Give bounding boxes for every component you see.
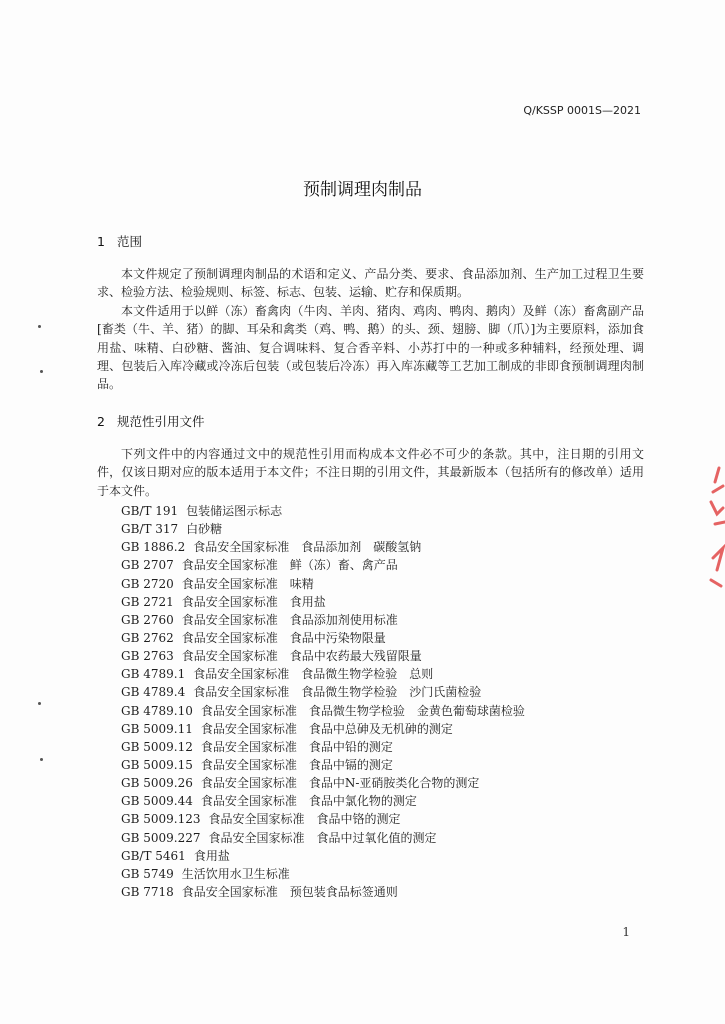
reference-title: 食品安全国家标准 食品中总砷及无机砷的测定	[200, 721, 453, 736]
section-1-paragraph-1: 本文件规定了预制调理肉制品的术语和定义、产品分类、要求、食品添加剂、生产加工过程卫生要求、检验方法、检验规则、标签、标志、包装、运输、贮存和保质期。	[97, 267, 644, 300]
reference-code: GB 2760	[121, 612, 174, 627]
reference-item	[121, 502, 525, 520]
reference-item	[121, 702, 525, 720]
reference-code: GB 5009.15	[121, 757, 193, 772]
reference-item	[121, 520, 525, 538]
reference-title: 食品安全国家标准 食品中铅的测定	[200, 739, 393, 754]
section-1-heading	[97, 232, 142, 250]
reference-code: GB 5749	[121, 866, 174, 881]
reference-item	[121, 756, 525, 774]
reference-title: 食品安全国家标准 味精	[181, 576, 314, 591]
section-1-title: 范围	[117, 234, 143, 249]
reference-title: 食品安全国家标准 食品中铬的测定	[208, 812, 401, 827]
reference-title: 食品安全国家标准 食品中农药最大残留限量	[181, 649, 422, 664]
section-1-paragraph-2: 本文件适用于以鲜（冻）畜禽肉（牛肉、羊肉、猪肉、鸡肉、鸭肉、鹅肉）及鲜（冻）畜禽副产品[畜类（牛、羊、猪）的脚、耳朵和禽类（鸡、鸭、鹅）的头、颈、翅膀、脚（爪）]为主要原料，添加食用盐、味精、白砂糖、酱油、复合调味料、复合香辛料、小苏打中的一种或多种辅料，经预处理、调理、包装后入库冷藏或冷冻后包装（或包装后冷冻）再入库冻藏等工艺加工制成的非即食预制调理肉制品。	[97, 304, 644, 392]
page-number: 1	[622, 925, 630, 939]
scan-speck	[40, 370, 43, 373]
reference-item	[121, 575, 525, 593]
reference-code: GB 5009.26	[121, 776, 193, 791]
reference-code: GB 2707	[121, 558, 174, 573]
reference-item	[121, 829, 525, 847]
reference-code: GB 5009.12	[121, 739, 193, 754]
reference-title: 食品安全国家标准 食品微生物学检验 金黄色葡萄球菌检验	[200, 703, 525, 718]
reference-title: 食品安全国家标准 食品添加剂 碳酸氢钠	[193, 540, 422, 555]
reference-item	[121, 810, 525, 828]
reference-title: 食用盐	[193, 848, 230, 863]
reference-title: 生活饮用水卫生标准	[181, 866, 290, 881]
reference-title: 包装储运图示标志	[186, 504, 283, 518]
reference-title: 食品安全国家标准 食品中N-亚硝胺类化合物的测定	[200, 776, 480, 791]
document-title: 预制调理肉制品	[303, 180, 422, 200]
reference-code: GB 2721	[121, 594, 174, 609]
section-2-intro: 下列文件中的内容通过文中的规范性引用而构成本文件必不可少的条款。其中，注日期的引用文件，仅该日期对应的版本适用于本文件；不注日期的引用文件，其最新版本（包括所有的修改单）适用于本文件。	[97, 447, 644, 498]
reference-item	[121, 538, 525, 556]
red-seal-fragment-icon	[705, 462, 725, 592]
reference-code: GB 2720	[121, 576, 174, 591]
section-1-number: 1	[97, 234, 105, 249]
reference-code: GB 4789.10	[121, 703, 193, 718]
reference-item	[121, 738, 525, 756]
reference-code: GB 5009.123	[121, 812, 201, 827]
reference-list	[121, 502, 525, 901]
reference-code: GB 2763	[121, 649, 174, 664]
reference-item	[121, 611, 525, 629]
reference-code: GB/T 191	[121, 504, 179, 518]
reference-item	[121, 792, 525, 810]
reference-code: GB 5009.227	[121, 830, 201, 845]
reference-code: GB 5009.11	[121, 721, 193, 736]
reference-item	[121, 556, 525, 574]
reference-code: GB/T 317	[121, 522, 179, 537]
reference-code: GB 2762	[121, 630, 174, 645]
reference-title: 食品安全国家标准 食品中氯化物的测定	[200, 794, 417, 809]
reference-title: 食品安全国家标准 食品中过氧化值的测定	[208, 830, 437, 845]
reference-item	[121, 865, 525, 883]
reference-title: 食品安全国家标准 食品微生物学检验 沙门氏菌检验	[193, 685, 482, 700]
reference-item	[121, 883, 525, 901]
section-2-heading	[97, 412, 205, 430]
reference-code: GB 4789.4	[121, 685, 186, 700]
reference-item	[121, 847, 525, 865]
reference-title: 食品安全国家标准 食品添加剂使用标准	[181, 612, 398, 627]
reference-code: GB/T 5461	[121, 848, 186, 863]
reference-title: 食品安全国家标准 预包装食品标签通则	[181, 884, 398, 899]
section-2-title: 规范性引用文件	[117, 414, 205, 429]
reference-title: 食品安全国家标准 鲜（冻）畜、禽产品	[181, 558, 398, 573]
reference-code: GB 7718	[121, 884, 174, 899]
section-2-number: 2	[97, 414, 105, 429]
reference-item	[121, 774, 525, 792]
scan-speck	[38, 325, 41, 328]
reference-item	[121, 593, 525, 611]
reference-code: GB 1886.2	[121, 540, 186, 555]
reference-title: 白砂糖	[186, 522, 223, 537]
reference-item	[121, 720, 525, 738]
reference-item	[121, 629, 525, 647]
reference-item	[121, 647, 525, 665]
reference-title: 食品安全国家标准 食品微生物学检验 总则	[193, 667, 434, 682]
reference-title: 食品安全国家标准 食品中污染物限量	[181, 630, 386, 645]
reference-title: 食品安全国家标准 食品中镉的测定	[200, 757, 393, 772]
reference-title: 食品安全国家标准 食用盐	[181, 594, 326, 609]
document-code: Q/KSSP 0001S—2021	[523, 104, 641, 117]
reference-code: GB 5009.44	[121, 794, 193, 809]
scan-speck	[38, 702, 41, 705]
reference-code: GB 4789.1	[121, 667, 186, 682]
reference-item	[121, 683, 525, 701]
reference-item	[121, 665, 525, 683]
scan-speck	[40, 758, 43, 761]
